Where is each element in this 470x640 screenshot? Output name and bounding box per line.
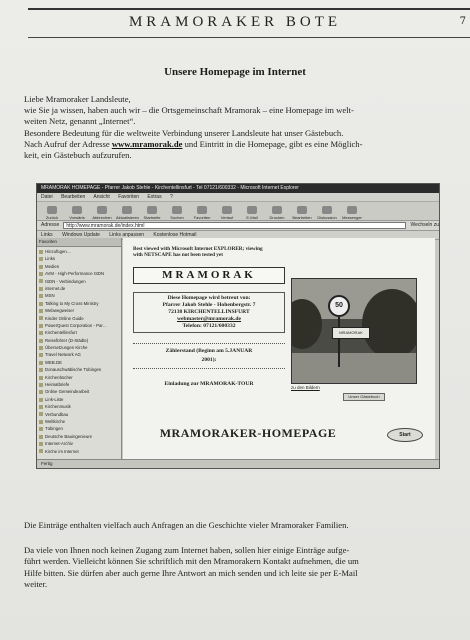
- text-line: weiter.: [24, 578, 48, 589]
- sidebar-item-label: Talking to My Cross Ministry: [45, 300, 99, 306]
- folder-icon: [39, 405, 43, 409]
- text-line: [24, 139, 468, 150]
- browser-toolbar: [37, 202, 439, 221]
- toolbar-label: Bearbeiten: [292, 215, 312, 220]
- speed-sign: 50: [328, 295, 350, 317]
- sign-pole: [338, 317, 340, 367]
- text-line: wie Sie ja wissen, haben auch wir – die Ortsgemeinschaft Mramorak – eine Homepage im welt-: [24, 105, 354, 116]
- sidebar-item[interactable]: [39, 292, 121, 299]
- links-item[interactable]: Kostenlose Hotmail: [153, 232, 197, 238]
- sidebar-item[interactable]: [39, 278, 121, 285]
- visitor-counter: [133, 343, 285, 369]
- stop-button[interactable]: [91, 206, 113, 220]
- folder-icon: [39, 390, 43, 394]
- toolbar-label: Zurück: [45, 215, 59, 220]
- menu-item[interactable]: Bearbeiten: [61, 194, 86, 200]
- photo-road: [292, 353, 416, 383]
- sidebar-item[interactable]: [39, 255, 121, 262]
- folder-icon: [39, 316, 43, 320]
- toolbar-label: Aktualisieren: [116, 215, 139, 220]
- folder-icon: [39, 353, 43, 357]
- sidebar-item-label: MSN: [45, 293, 55, 299]
- sidebar-item[interactable]: [39, 329, 121, 336]
- links-item[interactable]: Links anpassen: [109, 232, 145, 238]
- sidebar-item-label: Link-Liste: [45, 396, 64, 402]
- refresh-icon: [122, 206, 132, 214]
- homepage-link[interactable]: www.mramorak.de: [111, 138, 183, 149]
- back-button[interactable]: [41, 206, 63, 220]
- toolbar-label: Abbrechen: [92, 215, 112, 220]
- sidebar-item[interactable]: [39, 351, 121, 358]
- webpage-content: [123, 238, 435, 460]
- sidebar-item-label: Donauschwäbische Tübingen: [45, 367, 102, 373]
- text-line: keit, ein Gästebuch aufzurufen.: [24, 150, 132, 161]
- sidebar-item-label: Kirchenmusik: [45, 404, 71, 410]
- sidebar-item-label: Kirchentellinsfurt: [45, 330, 77, 336]
- contact-line: Diese Homepage wird betreut von:: [167, 294, 251, 301]
- closing-text: [24, 520, 468, 590]
- folder-icon: [39, 302, 43, 306]
- mail-icon: [247, 206, 257, 214]
- browser-menubar: [37, 193, 439, 202]
- paragraph-gap: [24, 531, 468, 545]
- sidebar-item-label: Heimatbriefe: [45, 382, 70, 388]
- sidebar-item[interactable]: [39, 403, 121, 410]
- sidebar-item-label: Deutsche Bauingenieure: [45, 433, 93, 439]
- search-button[interactable]: [166, 206, 188, 220]
- sidebar-item-label: Kinder Online Guide: [45, 315, 84, 321]
- home-button[interactable]: [141, 206, 163, 220]
- sidebar-item-label: Travel Network AG: [45, 352, 81, 358]
- sidebar-item-label: Online Gemeindearbeit: [45, 389, 90, 395]
- folder-icon: [39, 435, 43, 439]
- sidebar-item[interactable]: [39, 359, 121, 366]
- favorites-sidebar: [37, 238, 122, 460]
- history-button[interactable]: [216, 206, 238, 220]
- counter-label: Zählerstand (Beginn am 5.JANUAR: [165, 347, 253, 354]
- sidebar-item[interactable]: [39, 263, 121, 270]
- star-icon: [197, 206, 207, 214]
- folder-icon: [39, 449, 43, 453]
- toolbar-label: Vorwärts: [69, 215, 85, 220]
- tour-link[interactable]: Einladung zur MRAMORAK-TOUR: [164, 380, 254, 387]
- sidebar-item[interactable]: [39, 381, 121, 388]
- links-item[interactable]: Windows Update: [62, 232, 100, 238]
- menu-item[interactable]: Datei: [41, 194, 53, 200]
- sidebar-item-label: Internet-Archiv: [45, 441, 73, 447]
- browser-screenshot: [36, 183, 440, 469]
- browser-titlebar: MRAMORAK HOMEPAGE - Pfarrer Jakob Stehle - Kirchentellinsfurt - Tel 07121/600332 - Microsoft Internet Explorer: [37, 184, 439, 193]
- messenger-button[interactable]: [341, 206, 363, 220]
- favorites-button[interactable]: [191, 206, 213, 220]
- folder-icon: [39, 346, 43, 350]
- links-label[interactable]: Links: [41, 232, 53, 238]
- refresh-button[interactable]: [116, 206, 138, 220]
- forward-icon: [72, 206, 82, 214]
- sidebar-item-label: Webwegweiser: [45, 308, 75, 314]
- address-input[interactable]: http://www.mramorak.de/index.html: [63, 222, 406, 229]
- photo-tree: [362, 289, 417, 359]
- photo-caption[interactable]: zu den Bildern: [291, 385, 320, 390]
- sidebar-item[interactable]: [39, 388, 121, 395]
- sidebar-item-label: AVM - High-Performance ISDN: [45, 271, 105, 277]
- toolbar-label: Suchen: [170, 215, 184, 220]
- messenger-icon: [347, 206, 357, 214]
- sidebar-item[interactable]: [39, 433, 121, 440]
- search-icon: [172, 206, 182, 214]
- sidebar-item[interactable]: [39, 448, 121, 455]
- contact-line: 72138 KIRCHENTELLINSFURT: [168, 308, 250, 315]
- toolbar-label: Diskussion: [317, 215, 337, 220]
- guestbook-button[interactable]: Unser Gästebuch: [343, 393, 385, 401]
- sidebar-item-label: Übersetzungen Kirche: [45, 345, 88, 351]
- toolbar-label: Startseite: [143, 215, 161, 220]
- email-link[interactable]: webmaster@mramorak.de: [176, 315, 242, 322]
- toolbar-label: E-Mail: [246, 215, 258, 220]
- folder-icon: [39, 324, 43, 328]
- address-bar: [37, 221, 439, 231]
- folder-icon: [39, 331, 43, 335]
- newsletter-title: MRAMORAKER BOTE: [128, 14, 342, 30]
- text-span: und Eintritt in die Homepage, gibt es eine Möglich-: [182, 138, 363, 149]
- folder-icon: [39, 257, 43, 261]
- menu-item[interactable]: Favoriten: [118, 194, 140, 200]
- sidebar-item[interactable]: [39, 300, 121, 307]
- sidebar-item-label: Hinzufügen…: [45, 249, 72, 254]
- sidebar-item-label: Kirche im Internet: [45, 448, 79, 454]
- village-sign-photo: [291, 278, 417, 384]
- site-logo: MRAMORAK: [133, 267, 285, 284]
- menu-item[interactable]: Extras: [147, 194, 162, 200]
- contact-line: Telefon: 07121/600332: [182, 322, 236, 329]
- folder-icon: [39, 412, 43, 416]
- folder-icon: [39, 294, 43, 298]
- folder-icon: [39, 420, 43, 424]
- folder-icon: [39, 398, 43, 402]
- mail-button[interactable]: [241, 206, 263, 220]
- text-line: weiten Netz, genannt „Internet“.: [24, 116, 136, 127]
- edit-icon: [297, 206, 307, 214]
- sidebar-item[interactable]: [39, 418, 121, 425]
- sidebar-item-label: Weltkirche: [45, 418, 65, 424]
- sidebar-item-label: Reiseführer (D-Städte): [45, 337, 89, 343]
- discuss-button[interactable]: [316, 206, 338, 220]
- sidebar-item-label: PowerQuest Corporation - Par…: [45, 322, 108, 328]
- sidebar-item[interactable]: [39, 285, 121, 292]
- intro-text: [24, 94, 468, 161]
- history-icon: [222, 206, 232, 214]
- sidebar-item-label: Tübingen: [45, 426, 63, 432]
- sidebar-item-label: internet.de: [45, 285, 66, 291]
- page-number: 7: [459, 16, 466, 27]
- folder-icon: [39, 265, 43, 269]
- forward-button[interactable]: [66, 206, 88, 220]
- folder-icon: [39, 442, 43, 446]
- sidebar-item-label: Links: [45, 256, 56, 262]
- folder-icon: [39, 309, 43, 313]
- folder-icon: [39, 287, 43, 291]
- sidebar-header: Favoriten: [37, 238, 121, 247]
- toolbar-label: Messenger: [342, 215, 362, 220]
- folder-icon: [39, 361, 43, 365]
- text-line: Besondere Bedeutung für die weltweite Verbindung unserer Landsleute hat unser Gästebuch.: [24, 127, 344, 138]
- text-line: Hilfe bitten. Sie dürfen aber auch gerne Ihre Antwort an mich senden und ich leite sie per E-Mail: [24, 567, 358, 578]
- folder-icon: [39, 250, 43, 254]
- sidebar-item[interactable]: [39, 322, 121, 329]
- webpage-left-column: [133, 246, 285, 456]
- print-button[interactable]: [266, 206, 288, 220]
- sidebar-item-label: Verbundbau: [45, 411, 69, 417]
- home-icon: [147, 206, 157, 214]
- sidebar-item-label: ISDN - Verbindungen: [45, 278, 86, 284]
- stop-icon: [97, 206, 107, 214]
- go-button[interactable]: Wechseln zu: [410, 222, 439, 228]
- sidebar-item[interactable]: [39, 440, 121, 447]
- article-title: Unsere Homepage im Internet: [164, 66, 306, 78]
- sidebar-item-label: WEB.DE: [45, 359, 62, 365]
- folder-icon: [39, 339, 43, 343]
- sidebar-item[interactable]: [39, 366, 121, 373]
- folder-icon: [39, 427, 43, 431]
- sidebar-item[interactable]: [39, 270, 121, 277]
- sidebar-item[interactable]: [39, 307, 121, 314]
- contact-line: Pfarrer Jakob Stehle - Hohenbergstr. 7: [162, 301, 256, 308]
- discuss-icon: [322, 206, 332, 214]
- toolbar-label: Drucken: [269, 215, 285, 220]
- text-span: Nach Aufruf der Adresse: [24, 138, 112, 149]
- sidebar-item-label: Kirchenbücher: [45, 374, 73, 380]
- sidebar-item[interactable]: [39, 425, 121, 432]
- folder-icon: [39, 376, 43, 380]
- address-label: Adresse: [41, 222, 60, 228]
- text-line: Da viele von Ihnen noch keinen Zugang zum Internet haben, sollen hier einige Einträge aufge-: [24, 545, 350, 556]
- menu-item[interactable]: Ansicht: [93, 194, 110, 200]
- sidebar-item[interactable]: [39, 248, 121, 255]
- sidebar-item[interactable]: [39, 396, 121, 403]
- header-rule: [28, 37, 470, 38]
- edit-button[interactable]: [291, 206, 313, 220]
- browser-statusbar: Fertig: [37, 459, 440, 468]
- homepage-banner: MRAMORAKER-HOMEPAGE: [159, 426, 337, 440]
- text-line: Die Einträge enthalten vielfach auch Anfragen an die Geschichte vieler Mramoraker Familien.: [24, 520, 349, 530]
- text-line: Liebe Mramoraker Landsleute,: [24, 94, 131, 104]
- toolbar-label: Favoriten: [193, 215, 211, 220]
- folder-icon: [39, 272, 43, 276]
- text-line: führt werden. Vielleicht können Sie schriftlich mit den Mramorakern Kontakt aufnehmen, die um: [24, 556, 359, 567]
- place-sign: MRAMORAK: [332, 327, 370, 339]
- back-icon: [47, 206, 57, 214]
- sidebar-item-label: Medien: [45, 263, 60, 269]
- sidebar-item[interactable]: [39, 344, 121, 351]
- folder-icon: [39, 368, 43, 372]
- sidebar-item[interactable]: [39, 337, 121, 344]
- counter-label: 2001):: [201, 356, 217, 363]
- browser-notice: Best viewed with Microsoft Internet EXPLORER; viewing with NETSCAPE has not been tested yet: [133, 246, 263, 259]
- sidebar-item[interactable]: [39, 374, 121, 381]
- header-rule: [28, 8, 470, 10]
- contact-box: [133, 292, 285, 333]
- sidebar-item[interactable]: [39, 315, 121, 322]
- toolbar-label: Verlauf: [220, 215, 234, 220]
- folder-icon: [39, 279, 43, 283]
- menu-item[interactable]: ?: [169, 194, 173, 200]
- print-icon: [272, 206, 282, 214]
- start-button[interactable]: Start: [387, 428, 423, 442]
- folder-icon: [39, 383, 43, 387]
- sidebar-item[interactable]: [39, 411, 121, 418]
